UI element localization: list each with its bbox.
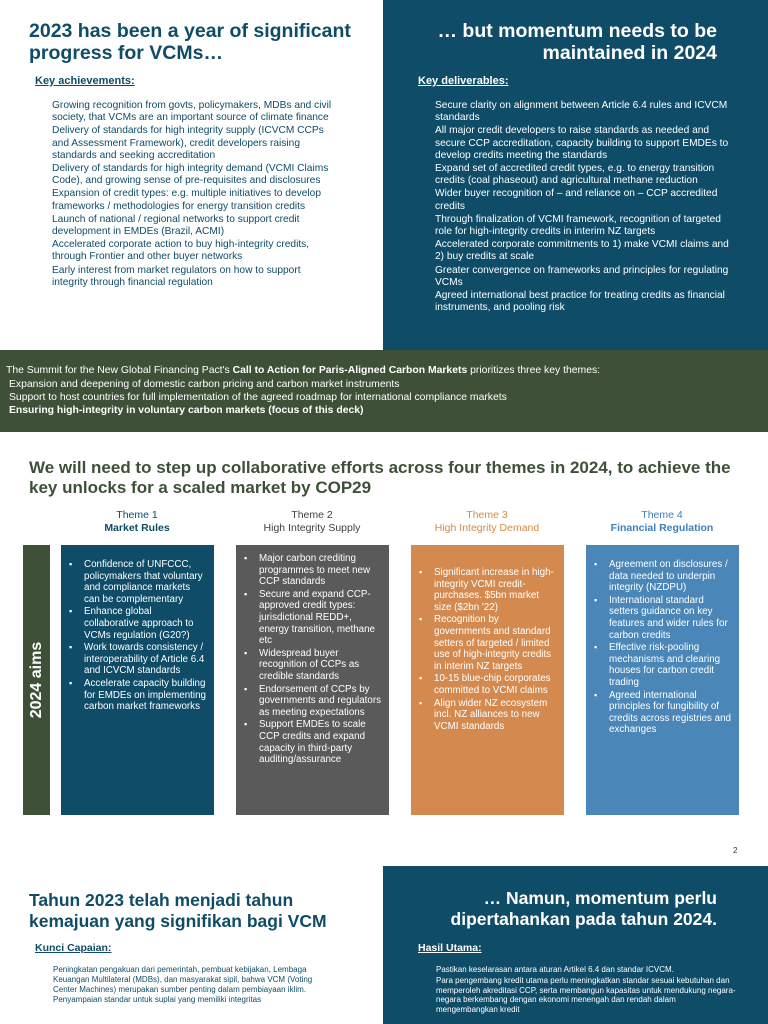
list-item <box>242 684 381 719</box>
list-item-text: Recognition by governments and standard setters of targeted / limited use of high-integrity credits in interim NZ targets <box>434 614 552 672</box>
theme-number: Theme 4 <box>641 509 683 521</box>
theme-4-list <box>592 559 731 736</box>
list-item-text: All major credit developers to raise standards as needed and secure CCP accreditation, capacity building to support EMDEs to develop credits meeting the standards <box>435 125 729 161</box>
achievements-list <box>35 100 335 290</box>
theme-name: High Integrity Supply <box>263 522 361 534</box>
list-item <box>35 965 335 994</box>
list-item <box>417 698 556 733</box>
list-item-text: Peningkatan pengakuan dari pemerintah, pembuat kebijakan, Lembaga Keuangan Multilateral (MDBs), dan masyarakat sipil, bahwa VCM (Voting Center Machines) merupakan sumber penting dalam pembiayaan iklim. <box>53 965 313 994</box>
theme-2-box <box>236 545 389 815</box>
list-item-text: Expand set of accredited credit types, e.g. to energy transition credits (coal phaseout) and agricultural methane reduction <box>435 163 715 187</box>
list-item-text: 10-15 blue-chip corporates committed to VCMI claims <box>434 673 551 696</box>
list-item-text: Delivery of standards for high integrity supply (ICVCM CCPs and Assessment Framework), credit developers raising standards and seeking accreditation <box>52 125 324 161</box>
list-item <box>35 239 335 263</box>
summit-theme-text: Expansion and deepening of domestic carbon pricing and carbon market instruments <box>9 379 400 390</box>
list-item-text: Delivery of standards for high integrity demand (VCMI Claims Code), and growing sense of pre-requisites and disclosures <box>52 163 329 187</box>
summit-theme-item <box>6 391 507 404</box>
list-item <box>67 678 206 713</box>
list-item-text: Widespread buyer recognition of CCPs as credible standards <box>259 647 360 682</box>
theme-number: Theme 2 <box>291 509 333 521</box>
list-item-text: Para pengembang kredit utama perlu meningkatkan standar sesuai kebutuhan dan memperoleh akreditasi CCP, serta membangun kapasitas untuk mendukung negara-negara berkembang dengan ekonomi menengah dan rendah dalam mengembangkan kredit <box>436 975 736 1015</box>
deliverables-list <box>418 100 734 315</box>
list-item <box>35 995 335 1005</box>
section2-title-text: We will need to step up collaborative efforts across four themes in 2024, to achieve the key unlocks for a scaled market by <box>29 458 731 497</box>
list-item-text: Growing recognition from govts, policymakers, MDBs and civil society, that VCMs are an important source of climate finance <box>52 100 332 124</box>
list-item-text: Through finalization of VCMI framework, recognition of targeted role for high-integrity credits in interim NZ targets <box>435 213 721 238</box>
deliverables-subtitle: Key deliverables: <box>418 75 509 87</box>
list-item <box>592 559 731 594</box>
list-item-text: Agreed international best practice for treating credits as financial instruments, and pooling risk <box>435 290 725 314</box>
list-item <box>592 642 731 688</box>
list-item-text: Significant increase in high-integrity VCMI credit-purchases. $5bn market size ($2bn '22) <box>434 567 554 613</box>
theme-1-header <box>62 509 212 535</box>
theme-number: Theme 1 <box>116 509 158 521</box>
list-item <box>418 965 736 975</box>
list-item <box>418 239 734 263</box>
summit-intro <box>6 364 600 377</box>
theme-number: Theme 3 <box>466 509 508 521</box>
list-item <box>35 265 335 289</box>
summit-theme-item <box>6 404 507 417</box>
list-item <box>242 719 381 765</box>
list-item-text: Endorsement of CCPs by governments and regulators as meeting expectations <box>259 683 381 718</box>
achievements-title-id: Tahun 2023 telah menjadi tahun kemajuan yang signifikan bagi VCM <box>29 890 327 931</box>
list-item-text: Align wider NZ ecosystem incl. NZ alliances to new VCMI standards <box>434 697 548 732</box>
summit-theme-text: Ensuring high-integrity in voluntary carbon markets (focus of this deck) <box>9 405 364 416</box>
list-item-text: International standard setters guidance on key features and wider rules for carbon credits <box>609 594 728 641</box>
list-item <box>35 100 335 124</box>
list-item <box>418 265 734 289</box>
list-item-text: Secure clarity on alignment between Article 6.4 rules and ICVCM standards <box>435 100 728 124</box>
list-item <box>67 642 206 677</box>
list-item-text: Accelerated corporate commitments to 1) make VCMI claims and 2) buy credits at scale <box>435 239 729 263</box>
list-item <box>418 188 734 212</box>
deliverables-title: … but momentum needs to be maintained in 2024 <box>437 20 717 64</box>
list-item <box>35 163 335 187</box>
list-item <box>242 648 381 683</box>
theme-1-list <box>67 559 206 713</box>
list-item <box>418 100 734 124</box>
deliverables-list-id <box>418 965 736 1016</box>
list-item-text: Accelerated corporate action to buy high-integrity credits, through Frontier and other buyer networks <box>52 239 310 263</box>
achievements-subtitle-id: Kunci Capaian: <box>35 942 112 954</box>
theme-name: High Integrity Demand <box>434 522 540 534</box>
list-item <box>417 614 556 672</box>
achievements-title: 2023 has been a year of significant progress for VCMs… <box>29 20 351 64</box>
list-item <box>242 553 381 588</box>
theme-3-list <box>417 567 556 732</box>
theme-1-box <box>61 545 214 815</box>
aims-label: 2024 aims <box>28 641 45 719</box>
list-item <box>592 595 731 641</box>
list-item-text: Work towards consistency / interoperability of Article 6.4 and ICVCM standards <box>84 642 205 677</box>
list-item <box>418 214 734 238</box>
list-item-text: Secure and expand CCP-approved credit types: jurisdictional REDD+, energy transition, methane etc <box>259 588 375 647</box>
list-item <box>418 290 734 314</box>
list-item <box>417 673 556 696</box>
section2-title <box>29 458 739 498</box>
list-item <box>67 559 206 605</box>
achievements-list-id <box>35 965 335 1006</box>
achievements-subtitle: Key achievements: <box>35 75 135 87</box>
list-item-text: Penyampaian standar untuk suplai yang memiliki integritas <box>53 995 262 1005</box>
deliverables-subtitle-id: Hasil Utama: <box>418 942 482 954</box>
list-item-text: Expansion of credit types: e.g. multiple initiatives to develop frameworks / methodologies for energy transition credits <box>52 188 321 212</box>
list-item-text: Early interest from market regulators on how to support integrity through financial regulation <box>52 264 301 288</box>
list-item-text: Major carbon crediting programmes to meet new CCP standards <box>259 553 371 588</box>
list-item <box>35 125 335 162</box>
list-item <box>418 163 734 187</box>
theme-name: Financial Regulation <box>610 522 714 534</box>
list-item-text: Confidence of UNFCCC, policymakers that voluntary and compliance markets can be complementary <box>84 559 203 605</box>
list-item-text: Pastikan keselarasan antara aturan Artikel 6.4 dan standar ICVCM. <box>436 965 674 974</box>
list-item-text: Greater convergence on frameworks and principles for regulating VCMs <box>435 264 729 288</box>
list-item <box>67 606 206 641</box>
summit-banner <box>0 350 768 432</box>
list-item <box>242 589 381 647</box>
theme-4-header <box>587 509 737 535</box>
theme-name: Market Rules <box>104 522 170 534</box>
deliverables-title-id: … Namun, momentum perlu dipertahankan pada tahun 2024. <box>450 888 717 929</box>
list-item-text: Launch of national / regional networks to support credit development in EMDEs (Brazil, ACMI) <box>52 213 300 238</box>
theme-4-box <box>586 545 739 815</box>
list-item-text: Support EMDEs to scale CCP credits and expand capacity in third-party auditing/assurance <box>259 719 366 766</box>
theme-3-header <box>412 509 562 535</box>
list-item-text: Agreement on disclosures / data needed to underpin integrity (NZDPU) <box>609 559 728 594</box>
theme-2-header <box>237 509 387 535</box>
list-item-text: Wider buyer recognition of – and reliance on – CCP accredited credits <box>435 188 718 212</box>
list-item <box>417 567 556 613</box>
summit-intro-post: prioritizes three key themes: <box>467 365 601 376</box>
list-item <box>592 690 731 736</box>
summit-theme-item <box>6 378 507 391</box>
list-item <box>35 188 335 212</box>
list-item-text: Enhance global collaborative approach to VCMs regulation (G20?) <box>84 606 194 641</box>
list-item-text: Accelerate capacity building for EMDEs on implementing carbon market frameworks <box>84 677 206 713</box>
list-item-text: Effective risk-pooling mechanisms and clearing houses for carbon credit trading <box>609 642 721 688</box>
theme-2-list <box>242 553 381 766</box>
summit-intro-bold: Call to Action for Paris-Aligned Carbon Markets <box>232 365 468 376</box>
summit-theme-text: Support to host countries for full implementation of the agreed roadmap for international compliance markets <box>9 392 507 403</box>
summit-themes-list <box>6 378 507 417</box>
section2-title-bold: COP29 <box>315 478 372 497</box>
list-item <box>35 214 335 238</box>
list-item <box>418 125 734 162</box>
summit-intro-pre: The Summit for the New Global Financing Pact's <box>6 365 233 376</box>
theme-3-box <box>411 545 564 815</box>
list-item <box>418 976 736 1015</box>
list-item-text: Agreed international principles for fungibility of credits across registries and exchanges <box>609 689 731 736</box>
page-number: 2 <box>733 846 738 855</box>
